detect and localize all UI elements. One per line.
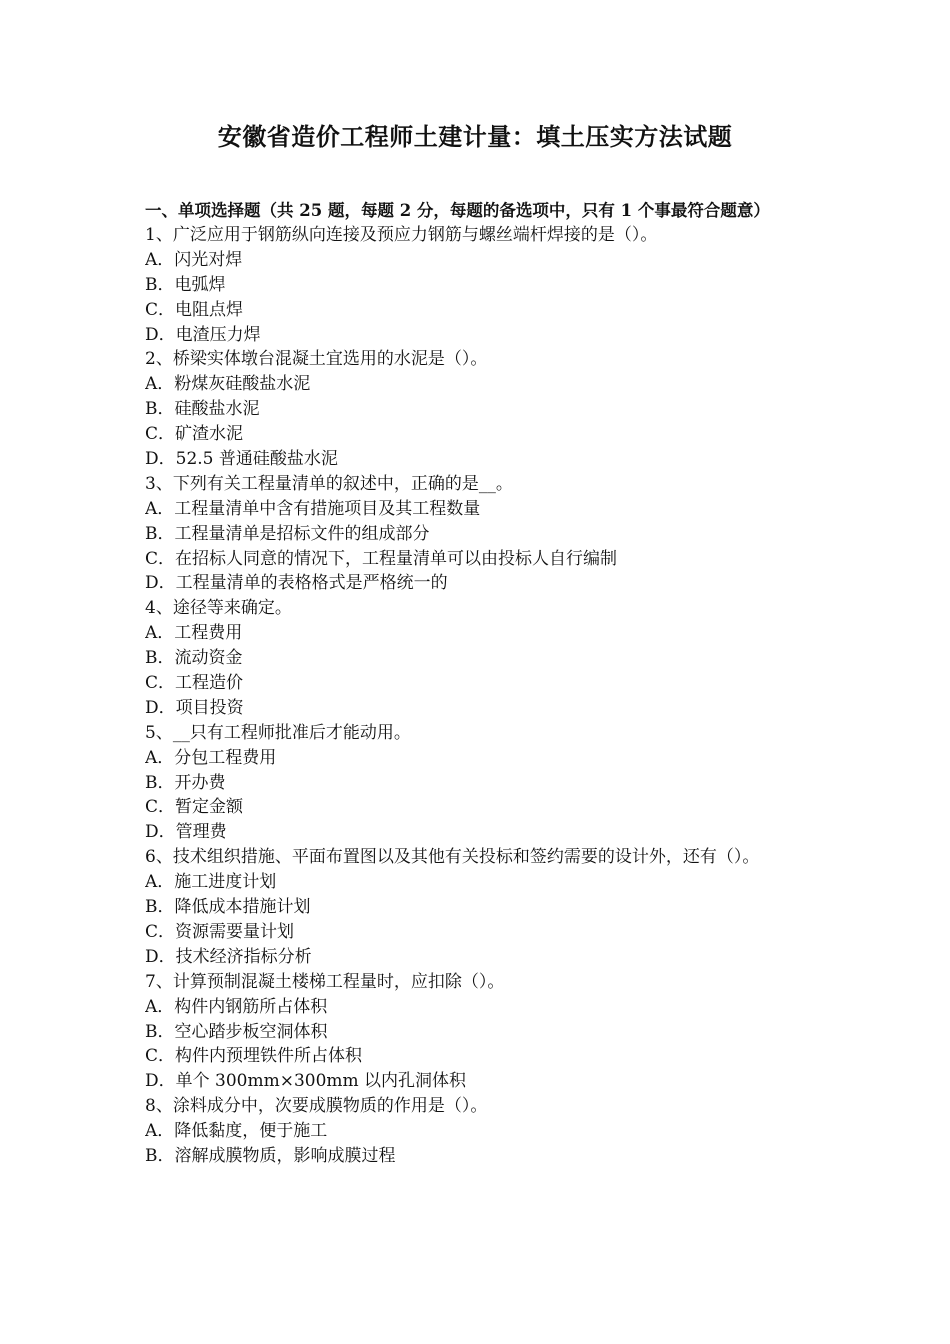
question-line: 2、桥梁实体墩台混凝土宜选用的水泥是（）。	[145, 349, 488, 370]
option-line: A．工程费用	[145, 623, 243, 644]
option-line: D．技术经济指标分析	[145, 946, 312, 967]
option-line: A．构件内钢筋所占体积	[145, 996, 328, 1017]
option-line: A．闪光对焊	[145, 249, 243, 270]
option-line: C．矿渣水泥	[145, 424, 244, 445]
option-line: B．开办费	[145, 772, 226, 793]
option-line: B．降低成本措施计划	[145, 897, 311, 918]
option-line: D．管理费	[145, 822, 227, 843]
option-line: B．电弧焊	[145, 274, 226, 295]
option-line: C．在招标人同意的情况下，工程量清单可以由投标人自行编制	[145, 548, 618, 569]
option-line: C．构件内预埋铁件所占体积	[145, 1046, 363, 1067]
option-line: B．流动资金	[145, 648, 243, 669]
option-line: A．施工进度计划	[145, 872, 277, 893]
option-line: D．工程量清单的表格格式是严格统一的	[145, 573, 448, 594]
option-line: B．溶解成膜物质，影响成膜过程	[145, 1145, 396, 1166]
question-line: 7、计算预制混凝土楼梯工程量时，应扣除（）。	[145, 971, 505, 992]
option-line: B．空心踏步板空洞体积	[145, 1021, 328, 1042]
question-line: 5、__只有工程师批准后才能动用。	[145, 722, 411, 743]
question-line: 4、途径等来确定。	[145, 598, 292, 619]
option-line: D．项目投资	[145, 697, 244, 718]
option-line: C．资源需要量计划	[145, 921, 295, 942]
question-line: 1、广泛应用于钢筋纵向连接及预应力钢筋与螺丝端杆焊接的是（）。	[145, 225, 658, 245]
option-line: C．暂定金额	[145, 797, 244, 818]
option-line: C．电阻点焊	[145, 299, 244, 320]
question-line: 8、涂料成分中，次要成膜物质的作用是（）。	[145, 1096, 488, 1117]
option-line: A．降低黏度，便于施工	[145, 1121, 328, 1142]
option-line: D．电渣压力焊	[145, 324, 261, 345]
option-line: B．工程量清单是招标文件的组成部分	[145, 523, 430, 544]
document-body	[145, 198, 810, 1169]
section-heading: 一、单项选择题（共 25 题，每题 2 分，每题的备选项中，只有 1 个事最符合题意）	[145, 201, 770, 220]
option-line: A．工程量清单中含有措施项目及其工程数量	[145, 498, 481, 519]
option-line: A．分包工程费用	[145, 747, 277, 768]
option-line: D．单个 300mm×300mm 以内孔洞体积	[145, 1071, 467, 1092]
option-line: A．粉煤灰硅酸盐水泥	[145, 374, 311, 395]
question-list	[145, 223, 810, 1169]
question-line: 6、技术组织措施、平面布置图以及其他有关投标和签约需要的设计外，还有（）。	[145, 847, 760, 868]
option-line: C．工程造价	[145, 673, 244, 694]
option-line: D．52.5 普通硅酸盐水泥	[145, 449, 338, 470]
question-line: 3、下列有关工程量清单的叙述中，正确的是__。	[145, 473, 513, 494]
option-line: B．硅酸盐水泥	[145, 399, 260, 420]
document-title: 安徽省造价工程师土建计量：填土压实方法试题	[217, 122, 733, 151]
